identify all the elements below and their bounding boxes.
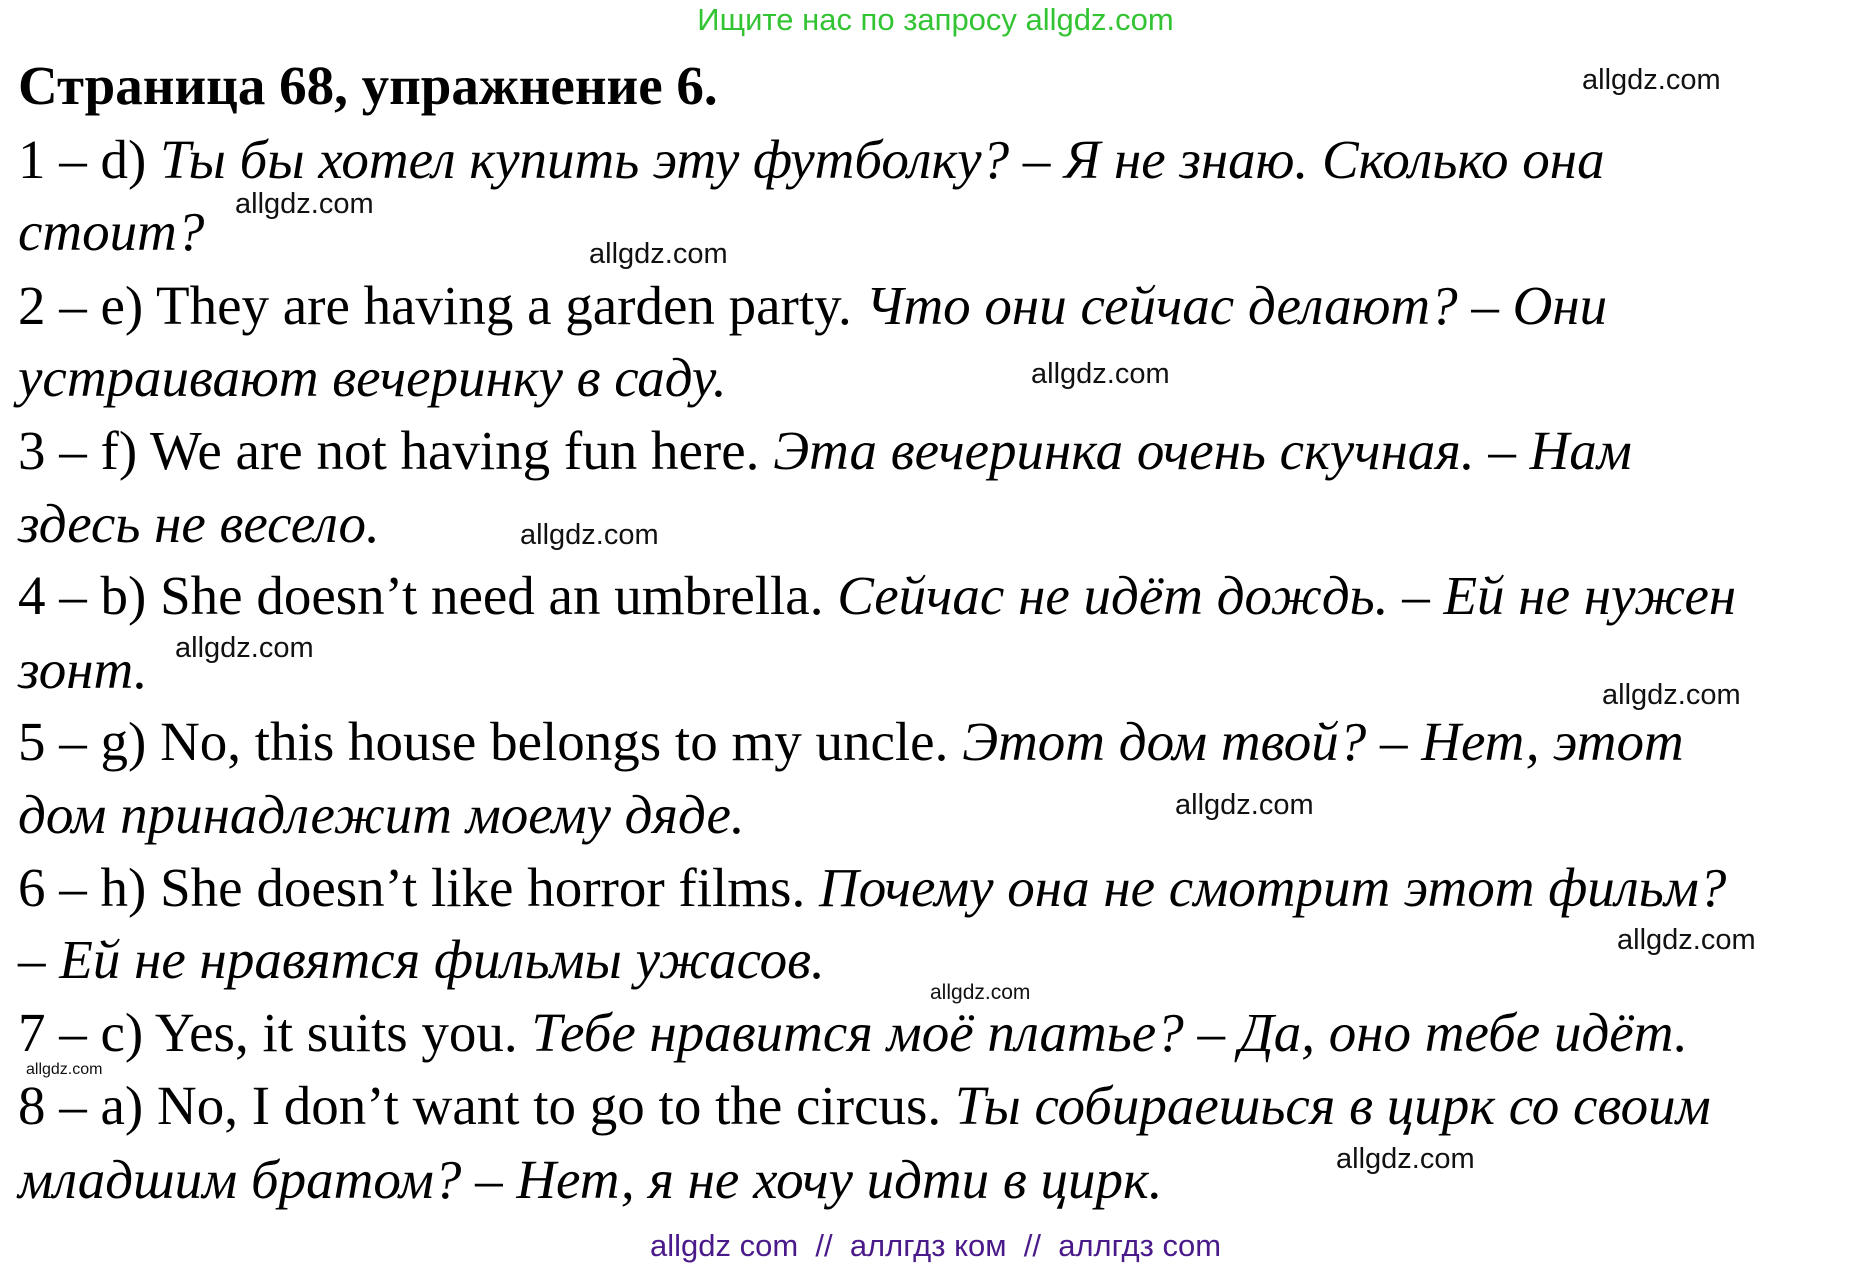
watermark: allgdz.com (1582, 64, 1721, 96)
watermark: allgdz.com (930, 981, 1031, 1004)
answer-plain: 2 – e) They are having a garden party. (18, 275, 866, 336)
answer-translation: Почему она не смотрит этот фильм? (818, 857, 1727, 918)
answer-line (18, 488, 380, 560)
answer-line (18, 270, 1607, 342)
answer-translation: стоит? (18, 201, 205, 262)
answer-line (18, 342, 727, 414)
watermark: allgdz.com (520, 519, 659, 551)
answer-line (18, 924, 825, 996)
answer-line (18, 779, 745, 851)
answer-line (18, 560, 1736, 632)
answer-plain: 1 – d) (18, 129, 161, 190)
answer-translation: зонт. (18, 639, 148, 700)
answer-translation: – Ей не нравятся фильмы ужасов. (18, 929, 825, 990)
footer-watermark (0, 1228, 1871, 1264)
answer-translation: Сейчас не идёт дождь. – Ей не нужен (837, 565, 1737, 626)
answer-translation: дом принадлежит моему дяде. (18, 784, 745, 845)
answer-line (18, 1070, 1711, 1142)
answer-plain: 3 – f) We are not having fun here. (18, 420, 774, 481)
answer-line (18, 634, 148, 706)
answer-line (18, 196, 204, 268)
answer-plain: 7 – c) Yes, it suits you. (18, 1002, 532, 1063)
watermark: allgdz.com (1175, 789, 1314, 821)
answer-line (18, 415, 1632, 487)
watermark: allgdz.com (1617, 924, 1756, 956)
search-hint-banner: Ищите нас по запросу allgdz.com (697, 2, 1174, 37)
answer-plain: 4 – b) She doesn’t need an umbrella. (18, 565, 838, 626)
watermark: allgdz.com (175, 632, 314, 664)
answer-translation: Ты собираешься в цирк со своим (954, 1075, 1711, 1136)
answer-line (18, 852, 1726, 924)
watermark: allgdz.com (235, 188, 374, 220)
answer-translation: устраивают вечеринку в саду. (18, 347, 727, 408)
watermark: allgdz.com (1602, 679, 1741, 711)
answer-translation: Тебе нравится моё платье? – Да, оно тебе идёт. (531, 1002, 1688, 1063)
answer-plain: 6 – h) She doesn’t like horror films. (18, 857, 819, 918)
answer-translation: Ты бы хотел купить эту футболку? – Я не знаю. Сколько она (160, 129, 1605, 190)
answer-translation: Эта вечеринка очень скучная. – Нам (773, 420, 1632, 481)
answer-line (18, 1144, 1163, 1216)
answer-line (18, 124, 1605, 196)
watermark: allgdz.com (1031, 358, 1170, 390)
answer-line (18, 706, 1684, 778)
watermark: allgdz.com (26, 1061, 103, 1078)
answer-translation: Этот дом твой? – Нет, этот (962, 711, 1684, 772)
footer-text: allgdz com // аллгдз ком // аллгдз com (649, 1228, 1222, 1263)
answer-plain: 8 – a) No, I don’t want to go to the circus. (18, 1075, 955, 1136)
answer-translation: младшим братом? – Нет, я не хочу идти в цирк. (18, 1149, 1163, 1210)
watermark: allgdz.com (589, 238, 728, 270)
page-title: Страница 68, упражнение 6. (18, 55, 718, 116)
answer-plain: 5 – g) No, this house belongs to my uncle. (18, 711, 963, 772)
watermark: allgdz.com (1336, 1143, 1475, 1175)
answer-translation: Что они сейчас делают? – Они (865, 275, 1608, 336)
answer-line (18, 997, 1688, 1069)
answer-translation: здесь не весело. (18, 493, 380, 554)
